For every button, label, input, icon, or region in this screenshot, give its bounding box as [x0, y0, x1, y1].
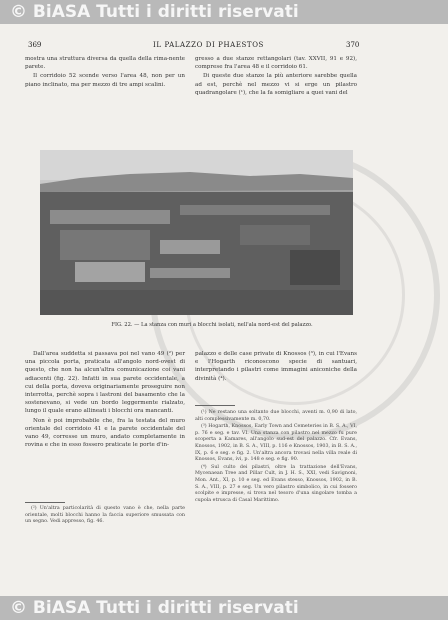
running-title: IL PALAZZO DI PHAESTOS: [153, 41, 264, 49]
footnotes-right: [195, 410, 357, 505]
footnote: (²) Un'altra particolarità di questo vano è che, nella parte orientale, molti blocchi hanno la faccia superiore smussata con un segno. Vedi appresso, fig. 46.: [25, 506, 185, 525]
figure-caption: FIG. 22. — La stanza con muri a blocchi isolati, nell'ala nord-est del palazzo.: [111, 322, 313, 328]
watermark-top: © BiASA Tutti i diritti riservati: [0, 0, 448, 24]
right-page-number: 370: [346, 41, 360, 49]
right-column-bottom: [195, 350, 357, 384]
footnote-divider: [195, 405, 235, 406]
right-column-top: [195, 55, 357, 98]
footnotes-left: [25, 506, 185, 527]
ruins-photo-illustration: [40, 150, 353, 315]
footnote-divider: [25, 502, 65, 503]
paragraph: Di queste due stanze la più anteriore sarebbe quella ad est, perchè nel mezzo vi si erge un pilastro quadrangolare (¹), che la fa somigliare a quei vani del: [195, 73, 357, 96]
watermark-bottom: © BiASA Tutti i diritti riservati: [0, 596, 448, 620]
paragraph: mostra una struttura diversa da quella della rima-nente parete.: [25, 56, 185, 71]
paragraph: Il corridoio 52 scende verso l'area 48, non per un piano inclinato, ma per mezzo di tre ampi scalini.: [25, 73, 185, 88]
left-page-number: 369: [28, 41, 42, 49]
paragraph: gresso a due stanze rettangolari (tav. XXVII, 91 e 92), comprese fra l'area 48 e il corridoio 61.: [195, 56, 357, 71]
paragraph: Dall'area suddetta si passava poi nel vano 49 (²) per una piccola porta, praticata all'angolo nord-ovest di questo, che non ha alcun'altra comunicazione coi vani adiacenti (fig. 22). Infatti in sua parete occidentale, a cui della porta, doveva originariamente proseguire non interrotta, perchè sopra i lastroni del basamento che la sostenevano, si vede un bordo leggermente rialzato, lungo il quale erano allineati i blocchi ora mancanti.: [25, 351, 185, 415]
left-column-top: [25, 55, 185, 90]
footnote: (³) Hogarth, Knossos, Early Town and Cemeteries in B. S. A., VI, p. 76 e seg. e tav. VI. Una stanza con pilastro nel mezzo fu pure scoperta a Kamares, all'angolo sud-est del palazzo. Cfr. Evans, Knossos, 1902, in B. S. A., VIII, p. 116 e Knossos, 1903, in B. S. A., IX, p. 6 e seg. e fig. 2. Un'altra ancora trovasi nella villa reale di Knossos, Evans, ivi, p. 148 e seg. e fig. 90.: [195, 424, 357, 463]
paragraph: palazzo e delle case private di Knossos (³), in cui l'Evans e l'Hogarth riconoscono specie di santuari, interpretando i pilastri come immagini aniconiche della divinità (⁴).: [195, 351, 357, 382]
left-column-bottom: [25, 350, 185, 450]
paragraph: Non è poi improbabile che, fra la testata del muro orientale del corridoio 41 e la parete occidentale del vano 49, corresse un muro, andato completamente in rovina e che in esso fossero praticate le porte d'in-: [25, 417, 185, 449]
ruins-photograph: [40, 150, 353, 315]
footnote: (⁴) Sul culto dei pilastri, oltre la trattazione dell'Evans, Mycenaean Tree and Pillar Cult, in J. H. S., XXI, vedi Savignoni, Mon. Ant., XI, p. 10 e seg. ed Evans stesso, Knossos, 1902, in B. S. A., VIII, p. 27 e seg. Un vero pilastro simbolico, in cui fossero scolpite e impresse, si trova nel tesoro d'una singolare tomba a cupola etrusca di Casal Marittimo.: [195, 464, 357, 503]
footnote: (¹) Ne restano una soltanto due blocchi, aventi m. 0,90 di lato, alti complessivamente m. 0,70.: [195, 410, 357, 422]
